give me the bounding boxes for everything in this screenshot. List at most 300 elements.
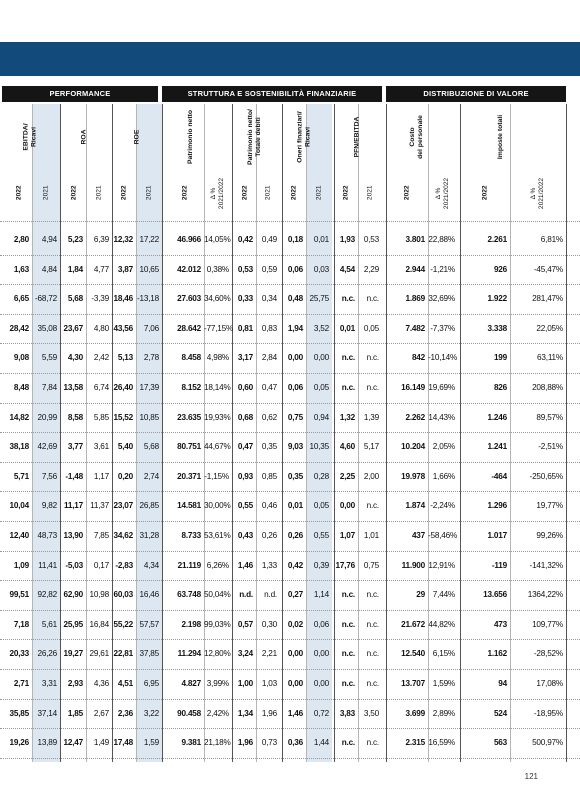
table-cell: 21,18% [204, 738, 231, 748]
table-cell: 62,90 [63, 590, 83, 600]
col-imposte-totali: Imposte totali [497, 114, 504, 160]
table-row [0, 314, 580, 344]
table-cell: 2.198 [181, 619, 201, 629]
table-cell: 0,60 [237, 383, 253, 392]
table-cell: 0,46 [261, 501, 277, 511]
table-cell: 2,42% [206, 708, 229, 718]
table-cell: 28,42 [9, 323, 29, 333]
page-number: 121 [524, 772, 538, 781]
table-cell: 3,87 [117, 264, 133, 274]
table-cell: 1,34 [237, 708, 253, 718]
table-cell: 37,14 [37, 708, 57, 718]
table-cell: 0,48 [287, 294, 303, 304]
table-row [0, 728, 580, 758]
table-cell: 5,61 [41, 619, 57, 629]
table-cell: 19,69% [428, 383, 455, 392]
table-cell: 0,00 [287, 679, 303, 688]
table-cell: 2.944 [405, 264, 425, 274]
table-cell: 2,21 [261, 649, 277, 659]
table-cell: 7,06 [143, 323, 159, 333]
table-cell: 10,04 [9, 501, 29, 511]
table-cell: 5,68 [143, 442, 159, 452]
table-cell: 4,94 [41, 235, 57, 244]
table-cell: n.c. [366, 353, 379, 363]
table-cell: 9,08 [13, 353, 29, 363]
table-cell: 0,00 [287, 649, 303, 659]
table-cell: n.c. [366, 649, 379, 659]
table-cell: -28,52% [533, 649, 563, 659]
table-cell: 63.748 [177, 590, 201, 600]
table-cell: 4,30 [67, 353, 83, 363]
table-cell: 38,18 [9, 442, 29, 452]
year-header: 2022 [15, 185, 23, 201]
table-cell: 500,97% [532, 738, 563, 748]
year-header: 2022 [241, 185, 249, 201]
table-cell: 0,27 [287, 590, 303, 600]
table-cell: 3,31 [41, 679, 57, 688]
table-cell: 0,05 [363, 323, 379, 333]
table-cell: 50,04% [204, 590, 231, 600]
table-cell: 1.922 [487, 294, 507, 304]
table-cell: 1,14 [313, 590, 329, 600]
table-cell: n.c. [341, 649, 355, 659]
table-cell: n.d. [239, 590, 253, 600]
table-cell: 22,81 [113, 649, 133, 659]
table-cell: 35,85 [9, 708, 29, 718]
table-row [0, 491, 580, 521]
table-cell: 63,11% [537, 353, 563, 363]
table-cell: -77,15% [204, 323, 234, 333]
table-cell: 0,20 [117, 471, 133, 481]
table-cell: 7,44% [432, 590, 455, 600]
table-cell: 2.261 [487, 235, 507, 244]
table-cell: 1.296 [487, 501, 507, 511]
table-cell: 14,05% [204, 235, 231, 244]
table-cell: 0,06 [287, 383, 303, 392]
table-cell: 0,49 [261, 235, 277, 244]
table-row [0, 225, 580, 255]
table-cell: -119 [491, 560, 507, 570]
table-cell: 18,46 [113, 294, 133, 304]
table-cell: 17,08% [536, 679, 563, 688]
table-cell: n.c. [341, 353, 355, 363]
table-cell: 25,95 [63, 619, 83, 629]
table-cell: 34,60% [204, 294, 231, 304]
table-cell: 6,39 [93, 235, 109, 244]
table-cell: 1,33 [261, 560, 277, 570]
table-cell: 4,36 [93, 679, 109, 688]
table-cell: 12,32 [113, 235, 133, 244]
table-cell: 1.241 [487, 442, 507, 452]
table-cell: 99,51 [9, 590, 29, 600]
table-cell: 0,02 [287, 619, 303, 629]
table-cell: 0,00 [313, 679, 329, 688]
table-cell: 8.733 [181, 531, 201, 540]
table-cell: 1,49 [93, 738, 109, 748]
table-cell: 0,26 [261, 531, 277, 540]
table-cell: 0,06 [287, 264, 303, 274]
table-cell: 89,57% [536, 412, 563, 422]
table-cell: 94 [498, 679, 507, 688]
table-cell: 4,77 [93, 264, 109, 274]
table-cell: 14,43% [428, 412, 455, 422]
table-cell: 13,58 [63, 383, 83, 392]
table-cell: 26,26 [37, 649, 57, 659]
table-cell: n.c. [341, 383, 355, 392]
table-cell: 5,71 [13, 471, 29, 481]
table-cell: 23,67 [63, 323, 83, 333]
year-header: 2022 [342, 185, 350, 201]
table-cell: 2,84 [261, 353, 277, 363]
table-cell: 109,77% [532, 619, 563, 629]
table-cell: 43,56 [113, 323, 133, 333]
table-cell: 1,09 [13, 560, 29, 570]
table-cell: 0,00 [339, 501, 355, 511]
col-oneri-finanziari: Oneri finanziari/ Ricavi [297, 111, 312, 163]
table-cell: 0,01 [287, 501, 303, 511]
table-cell: 0,53 [363, 235, 379, 244]
table-cell: 13,90 [63, 531, 83, 540]
table-cell: 31,28 [139, 531, 159, 540]
table-cell: 1,17 [93, 471, 109, 481]
column-headers [0, 104, 580, 170]
table-cell: 3,99% [206, 679, 229, 688]
table-cell: 4,34 [143, 560, 159, 570]
table-cell: 0,42 [237, 235, 253, 244]
table-cell: 13.707 [401, 679, 425, 688]
table-cell: 17,39 [139, 383, 159, 392]
table-cell: n.c. [366, 294, 379, 304]
col-pfn-ebitda: PFN/EBITDA [352, 116, 360, 158]
table-cell: 19,26 [9, 738, 29, 748]
table-cell: n.c. [366, 679, 379, 688]
table-cell: 20,33 [9, 649, 29, 659]
table-cell: 3,83 [339, 708, 355, 718]
table-cell: -1,21% [430, 264, 455, 274]
table-cell: 18,14% [204, 383, 231, 392]
col-pn-totale-debiti: Patrimonio netto/ Totale debiti [247, 109, 263, 165]
table-cell: 1,93 [339, 235, 355, 244]
table-cell: 1,63 [13, 264, 29, 274]
table-cell: 0,85 [261, 471, 277, 481]
table-cell: 2.262 [405, 412, 425, 422]
table-cell: 0,35 [287, 471, 303, 481]
table-cell: 5,13 [117, 353, 133, 363]
table-cell: 3,50 [363, 708, 379, 718]
table-cell: 12,91% [428, 560, 455, 570]
table-cell: 92,82 [37, 590, 57, 600]
table-cell: 4,60 [339, 442, 355, 452]
table-cell: 10,35 [309, 442, 329, 452]
table-cell: 0,38% [206, 264, 229, 274]
year-header: Δ % 2021/2022 [435, 177, 451, 209]
table-cell: n.c. [366, 738, 379, 748]
year-header: 2022 [181, 185, 189, 201]
table-cell: 437 [411, 531, 425, 540]
table-cell: 2,71 [13, 679, 29, 688]
table-cell: -250,65% [529, 471, 563, 481]
table-cell: 16,84 [89, 619, 109, 629]
table-cell: 1.869 [405, 294, 425, 304]
table-cell: 0,73 [261, 738, 277, 748]
table-cell: 99,03% [204, 619, 231, 629]
table-cell: 1,85 [67, 708, 83, 718]
table-cell: 6,65 [13, 294, 29, 304]
table-cell: 11.294 [177, 649, 201, 659]
table-cell: 0,57 [237, 619, 253, 629]
table-cell: 0,55 [237, 501, 253, 511]
table-cell: 27.603 [177, 294, 201, 304]
table-cell: 21.119 [177, 560, 201, 570]
table-cell: 26,85 [139, 501, 159, 511]
table-cell: 1,07 [339, 531, 355, 540]
table-cell: 13,89 [37, 738, 57, 748]
table-cell: 14.581 [177, 501, 201, 511]
table-cell: -464 [491, 471, 507, 481]
section-headers [0, 86, 580, 102]
table-cell: 5,40 [117, 442, 133, 452]
table-cell: 926 [493, 264, 507, 274]
table-cell: 37,85 [139, 649, 159, 659]
table-row [0, 610, 580, 640]
table-cell: 1,96 [261, 708, 277, 718]
table-cell: 524 [493, 708, 507, 718]
col-ebitda-ricavi: EBITDA/ Ricavi [22, 123, 38, 151]
table-cell: 0,43 [237, 531, 253, 540]
table-cell: 42,69 [37, 442, 57, 452]
table-cell: 28.642 [177, 323, 201, 333]
col-roa: ROA [80, 129, 88, 145]
table-cell: -2,51% [538, 442, 563, 452]
table-row [0, 699, 580, 729]
year-header: 2022 [70, 185, 78, 201]
table-row [0, 580, 580, 610]
section-performance: PERFORMANCE [2, 86, 158, 102]
table-cell: 21.672 [401, 619, 425, 629]
table-cell: 5,85 [93, 412, 109, 422]
table-cell: 34,62 [113, 531, 133, 540]
table-cell: 1,32 [339, 412, 355, 422]
table-cell: 4,84 [41, 264, 57, 274]
table-cell: -5,03 [65, 560, 83, 570]
table-cell: 2,93 [67, 679, 83, 688]
table-cell: -68,72 [34, 294, 57, 304]
table-cell: 1,59 [143, 738, 159, 748]
table-row [0, 284, 580, 314]
table-row [0, 669, 580, 699]
table-cell: 4.827 [181, 679, 201, 688]
table-cell: 0,94 [313, 412, 329, 422]
table-cell: 0,83 [261, 323, 277, 333]
table-cell: 0,30 [261, 619, 277, 629]
table-cell: 4,51 [117, 679, 133, 688]
year-header: 2021 [42, 185, 50, 201]
table-cell: n.c. [341, 590, 355, 600]
table-cell: 5,23 [67, 235, 83, 244]
table-cell: 16,59% [428, 738, 455, 748]
table-cell: 12.540 [401, 649, 425, 659]
table-cell: 1.162 [487, 649, 507, 659]
table-cell: 1,94 [287, 323, 303, 333]
table-cell: 1.874 [405, 501, 425, 511]
table-cell: 17,48 [113, 738, 133, 748]
table-cell: -45,47% [533, 264, 563, 274]
table-row [0, 255, 580, 285]
table-cell: 3,61 [93, 442, 109, 452]
table-cell: 8,58 [67, 412, 83, 422]
table-cell: 0,93 [237, 471, 253, 481]
table-cell: 99,26% [536, 531, 563, 540]
table-cell: -10,14% [428, 353, 458, 363]
table-cell: 19.978 [401, 471, 425, 481]
table-cell: 2,67 [93, 708, 109, 718]
table-cell: 17,22 [139, 235, 159, 244]
row-divider [0, 221, 580, 222]
table-cell: 15,52 [113, 412, 133, 422]
table-cell: 3,17 [237, 353, 253, 363]
table-cell: 9,03 [287, 442, 303, 452]
table-cell: -2,24% [430, 501, 455, 511]
table-cell: 7,84 [41, 383, 57, 392]
table-cell: 57,57 [139, 619, 159, 629]
table-cell: 0,18 [287, 235, 303, 244]
table-cell: 80.751 [177, 442, 201, 452]
table-cell: 32,69% [428, 294, 455, 304]
table-cell: 6,95 [143, 679, 159, 688]
table-cell: 7,18 [13, 619, 29, 629]
table-cell: n.d. [264, 590, 277, 600]
table-cell: 11,37 [90, 501, 109, 511]
table-cell: 2,74 [143, 471, 159, 481]
table-cell: 2,00 [363, 471, 379, 481]
table-cell: 11.900 [401, 560, 425, 570]
table-cell: -1,15% [204, 471, 229, 481]
table-cell: 5,68 [67, 294, 83, 304]
table-cell: 0,00 [313, 649, 329, 659]
table-cell: 6,15% [432, 649, 455, 659]
table-cell: 0,59 [261, 264, 277, 274]
table-cell: 3,52 [313, 323, 329, 333]
table-cell: 1,66% [432, 471, 455, 481]
table-cell: 10,65 [139, 264, 159, 274]
table-cell: 12,47 [63, 738, 83, 748]
table-cell: 0,05 [313, 383, 329, 392]
table-cell: n.c. [366, 383, 379, 392]
table-cell: 0,68 [237, 412, 253, 422]
table-row [0, 639, 580, 669]
table-cell: n.c. [366, 619, 379, 629]
table-cell: 44,82% [428, 619, 455, 629]
table-cell: 3.801 [405, 235, 425, 244]
table-row [0, 403, 580, 433]
table-cell: n.c. [366, 501, 379, 511]
table-cell: 7.482 [405, 323, 425, 333]
table-row [0, 343, 580, 373]
table-cell: 208,88% [532, 383, 563, 392]
table-cell: 0,01 [339, 323, 355, 333]
table-cell: 0,62 [261, 412, 277, 422]
table-cell: 53,61% [204, 531, 231, 540]
table-cell: 0,35 [261, 442, 277, 452]
table-cell: 12,40 [9, 531, 29, 540]
table-cell: 20,99 [37, 412, 57, 422]
table-cell: 0,06 [313, 619, 329, 629]
table-cell: n.c. [341, 679, 355, 688]
table-cell: 11,41 [38, 560, 57, 570]
table-cell: 9.381 [181, 738, 201, 748]
table-cell: 6,26% [206, 560, 229, 570]
table-cell: 0,75 [363, 560, 379, 570]
table-cell: 1,46 [237, 560, 253, 570]
table-cell: 1,03 [261, 679, 277, 688]
table-cell: 3.699 [405, 708, 425, 718]
year-header: 2022 [403, 185, 411, 201]
year-header: 2021 [95, 185, 103, 201]
table-cell: 5,59 [41, 353, 57, 363]
table-cell: 12,80% [204, 649, 231, 659]
table-cell: 0,42 [287, 560, 303, 570]
table-cell: 1.017 [487, 531, 507, 540]
table-cell: 842 [411, 353, 425, 363]
year-header: Δ % 2021/2022 [530, 177, 545, 209]
table-cell: 11,17 [63, 501, 83, 511]
col-costo-personale: Costo del personale [408, 115, 424, 159]
table-cell: 17,76 [335, 560, 355, 570]
table-cell: 2,25 [339, 471, 355, 481]
table-cell: 19,93% [204, 412, 231, 422]
table-cell: 473 [493, 619, 507, 629]
year-header: 2022 [290, 185, 298, 201]
table-cell: 826 [493, 383, 507, 392]
table-cell: 20.371 [177, 471, 201, 481]
table-cell: 0,00 [313, 353, 329, 363]
table-cell: 13.656 [483, 590, 507, 600]
table-cell: 0,72 [313, 708, 329, 718]
table-cell: 8.152 [181, 383, 201, 392]
table-cell: n.c. [366, 590, 379, 600]
section-struttura: STRUTTURA E SOSTENIBILITÀ FINANZIARIE [162, 86, 382, 102]
table-cell: -7,37% [430, 323, 455, 333]
table-cell: 1,01 [363, 531, 379, 540]
table-cell: 4,54 [339, 264, 355, 274]
col-roe: ROE [132, 129, 140, 145]
table-cell: 6,74 [93, 383, 109, 392]
table-cell: -18,95% [533, 708, 563, 718]
table-cell: 30,00% [204, 501, 231, 511]
table-cell: 2,42 [93, 353, 109, 363]
table-cell: 0,47 [237, 442, 253, 452]
table-cell: 0,05 [313, 501, 329, 511]
table-cell: 0,03 [313, 264, 329, 274]
table-cell: -2,83 [115, 560, 133, 570]
table-cell: n.c. [341, 738, 355, 748]
table-cell: -3,39 [91, 294, 109, 304]
table-cell: 10.204 [401, 442, 425, 452]
table-cell: 44,67% [204, 442, 231, 452]
table-cell: 1,39 [363, 412, 379, 422]
table-cell: 16.149 [401, 383, 425, 392]
table-cell: 0,55 [313, 531, 329, 540]
table-row [0, 462, 580, 492]
table-cell: 0,28 [313, 471, 329, 481]
year-header: 2022 [120, 185, 128, 201]
table-cell: 2,05% [432, 442, 455, 452]
table-cell: 14,82 [9, 412, 29, 422]
table-cell: 22,05% [536, 323, 563, 333]
table-cell: 3,24 [237, 649, 253, 659]
table-cell: 23,07 [113, 501, 133, 511]
table-cell: 29,61 [89, 649, 109, 659]
